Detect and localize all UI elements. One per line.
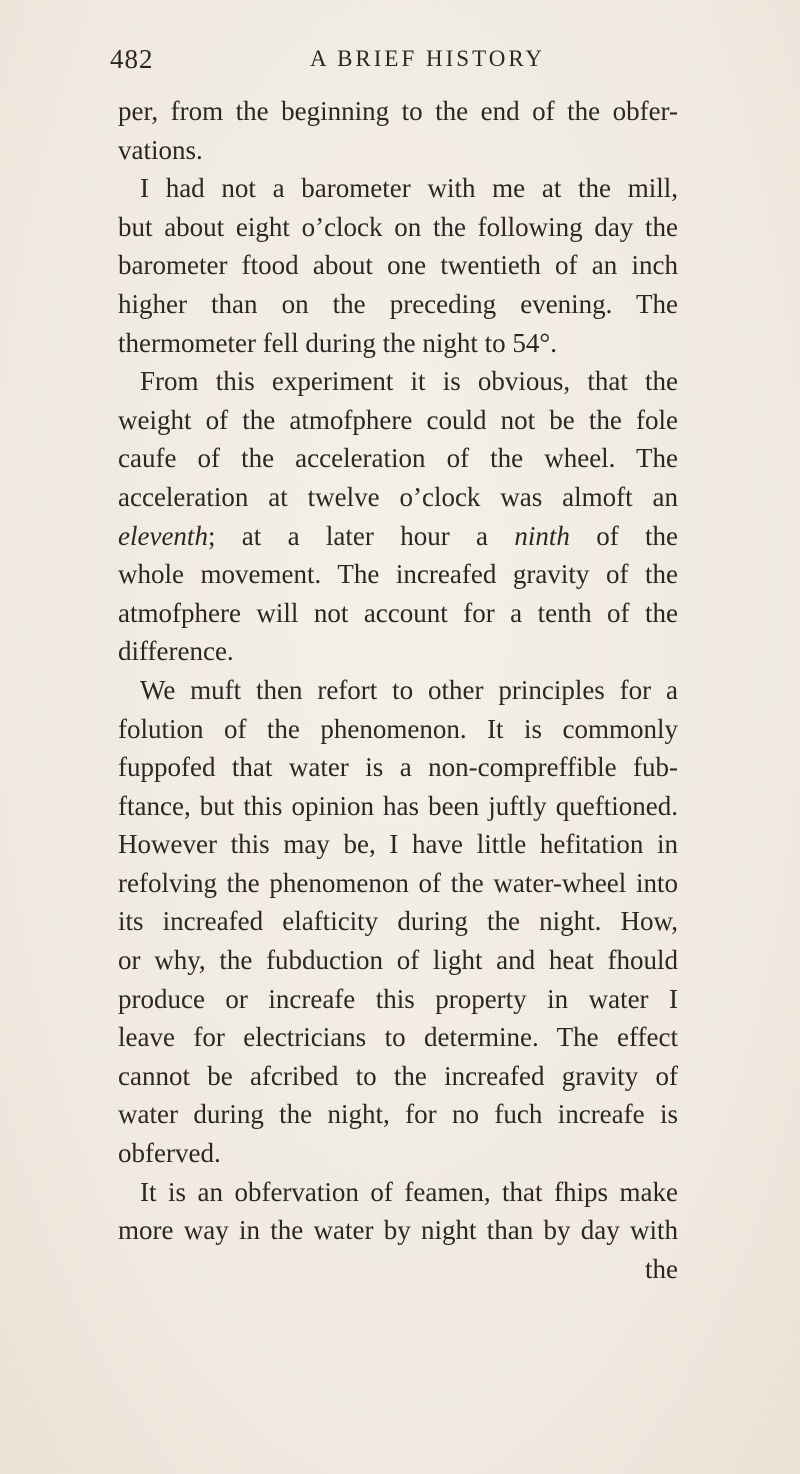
text-line: difference. [118,636,234,667]
text-line: per, from the beginning to the end of the obfer- [118,96,678,126]
body-text [118,92,678,1288]
text-line: It is an obfervation of feamen, that fhips make [140,1176,678,1207]
text-line: ftance, but this opinion has been juftly queftioned. [118,790,678,821]
text-line: produce or increafe this property in water I [118,983,678,1014]
text-line: We muft then refort to other principles for a [140,674,678,705]
text-line: higher than on the preceding evening. The [118,288,678,319]
running-head [110,44,680,84]
text-line: refolving the phenomenon of the water-wheel into [118,867,678,898]
text-line: its increafed elafticity during the night. How, [118,906,678,937]
text-line: folution of the phenomenon. It is commonly [118,713,678,744]
text-line: acceleration at twelve o’clock was almoft an [118,481,678,512]
text-line: more way in the water by night than by day with [118,1215,678,1246]
text-line: obferved. [118,1138,221,1169]
italic-text: ninth [514,520,570,551]
text-line: weight of the atmofphere could not be the fole [118,404,678,435]
italic-text: eleventh [118,520,208,551]
text-line: whole movement. The increafed gravity of the [118,559,678,590]
running-title: A BRIEF HISTORY [310,46,546,71]
text-line [118,517,678,556]
text-line: caufe of the acceleration of the wheel. The [118,443,678,474]
text-line: atmofphere will not account for a tenth of the [118,597,678,628]
text-line: thermometer fell during the night to 54°. [118,327,557,358]
text-line: vations. [118,134,203,165]
text-line: I had not a barometer with me at the mill, [140,173,678,204]
text-line: but about eight o’clock on the following day the [118,211,678,242]
text-line: cannot be afcribed to the increafed gravity of [118,1060,678,1091]
text-line: leave for electricians to determine. The effect [118,1022,678,1053]
text-line: or why, the fubduction of light and heat fhould [118,945,678,976]
text-line: fuppofed that water is a non-compreffible fub- [118,752,678,783]
text-line: water during the night, for no fuch increafe is [118,1099,678,1130]
catchword: the [645,1253,678,1284]
text-segment: ; at a later hour a [207,520,515,551]
text-line: From this experiment it is obvious, that the [140,366,678,397]
text-line: However this may be, I have little hefitation in [118,829,678,860]
text-line: barometer ftood about one twentieth of an inch [118,250,678,281]
text-segment: of the [569,520,678,551]
page-number: 482 [110,44,154,74]
